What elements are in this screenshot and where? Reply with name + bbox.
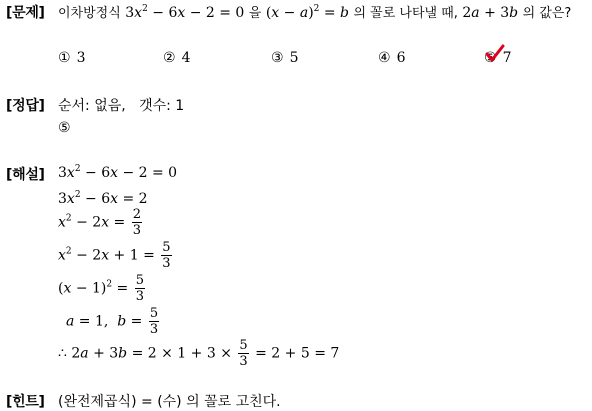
problem-text-4: 의 값은? xyxy=(522,6,572,21)
fraction: $\frac{5}{3}$ xyxy=(162,240,171,271)
problem-text-2: 을 xyxy=(248,6,262,21)
choice-3-mark: ③ xyxy=(271,50,284,66)
solution-step-5: $(x - 1)^2$ = $\frac{5}{3}$ xyxy=(58,273,145,304)
solution-step-7: ∴ 2a + 3b = 2 × 1 + 3 × $\frac{5}{3}$ = 2 + 5 = 7 xyxy=(58,338,340,369)
answer-mark: ⑤ xyxy=(58,120,71,136)
problem-text-1: 이차방정식 xyxy=(58,6,121,21)
fraction: $\frac{5}{3}$ xyxy=(239,338,248,369)
solution-step-1: $3x^2 - 6x - 2 = 0$ xyxy=(58,164,178,181)
answer-meta: 순서: 없음, 갯수: 1 xyxy=(58,98,185,114)
answer-label: [정답] xyxy=(6,98,45,114)
choice-3[interactable] xyxy=(271,50,298,66)
solution-step-6: a = 1, b = $\frac{5}{3}$ xyxy=(66,306,159,337)
problem-text-3: 의 꼴로 나타낼 때, xyxy=(353,6,458,21)
choice-3-value: 5 xyxy=(289,50,299,66)
solution-step-3: $x^2 - 2x$ = $\frac{2}{3}$ xyxy=(58,207,142,238)
solution-step-2: $3x^2 - 6x = 2$ xyxy=(58,190,148,207)
hint-part-1: (완전제곱식) xyxy=(58,394,137,410)
choice-2-mark: ② xyxy=(163,50,176,66)
problem-equation: $3x^2 - 6x - 2 = 0$ xyxy=(125,4,245,21)
choice-5-value: 7 xyxy=(502,50,512,66)
solution-label: [해설] xyxy=(6,167,45,183)
problem-text xyxy=(58,2,571,21)
choice-2-value: 4 xyxy=(181,50,191,66)
problem-label: [문제] xyxy=(6,5,45,21)
hint-label: [힌트] xyxy=(6,394,45,410)
hint-equals: = xyxy=(141,394,153,410)
hint-text xyxy=(58,391,281,411)
choice-4[interactable] xyxy=(378,50,405,66)
choice-1-value: 3 xyxy=(76,50,86,66)
problem-expression: 2a + 3b xyxy=(462,5,519,21)
hint-part-3: 의 꼴로 고친다. xyxy=(186,394,281,410)
checkmark-icon xyxy=(484,43,506,65)
choice-2[interactable] xyxy=(163,50,190,66)
fraction: $\frac{5}{3}$ xyxy=(135,273,145,304)
choice-5-mark: ⑤ xyxy=(484,50,497,66)
choice-1[interactable] xyxy=(58,50,85,66)
choice-4-value: 6 xyxy=(396,50,406,66)
hint-part-2: (수) xyxy=(157,394,182,410)
problem-form: $(x - a)^2 = b$ xyxy=(265,4,349,21)
solution-step-4: $x^2 - 2x + 1$ = $\frac{5}{3}$ xyxy=(58,240,171,271)
fraction: $\frac{5}{3}$ xyxy=(149,306,159,337)
choice-1-mark: ① xyxy=(58,50,71,66)
fraction: $\frac{2}{3}$ xyxy=(132,207,142,238)
choice-4-mark: ④ xyxy=(378,50,391,66)
